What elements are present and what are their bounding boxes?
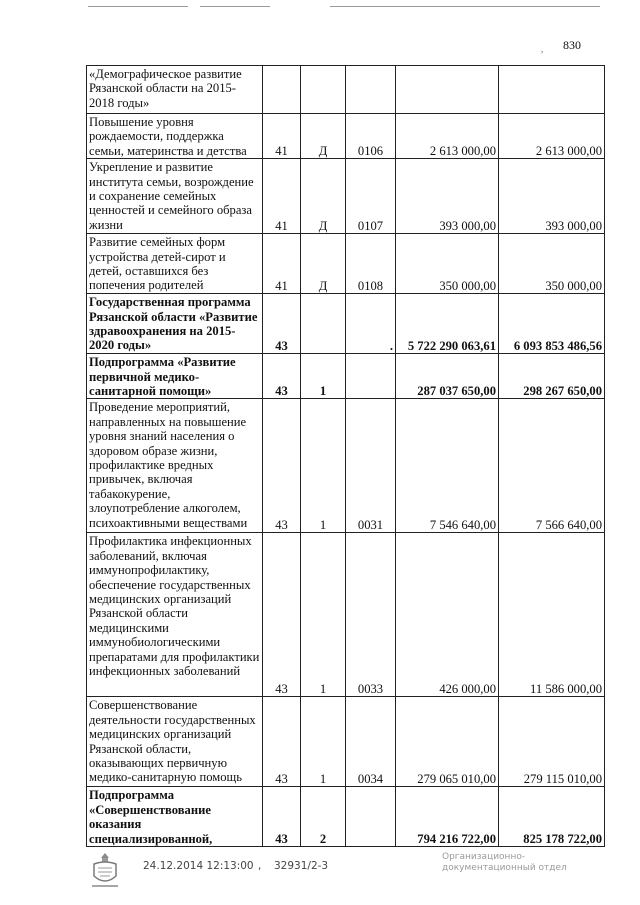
row-name: Повышение уровня рождаемости, поддержка семьи, материнства и детства bbox=[87, 114, 263, 159]
row-subprogram: 1 bbox=[301, 399, 346, 533]
page-number: 830 bbox=[563, 38, 581, 52]
row-action-code bbox=[346, 66, 396, 114]
row-name: Подпрограмма «Развитие первичной медико-санитарной помощи» bbox=[87, 354, 263, 399]
row-amount-2: 11 586 000,00 bbox=[499, 533, 605, 697]
table-row bbox=[87, 234, 605, 294]
row-amount-2: 350 000,00 bbox=[499, 234, 605, 294]
coat-of-arms-icon bbox=[88, 850, 122, 890]
row-subprogram: Д bbox=[301, 234, 346, 294]
table-row bbox=[87, 697, 605, 787]
scan-mark: , bbox=[541, 44, 544, 54]
registration-stamp bbox=[0, 848, 640, 905]
row-subprogram: Д bbox=[301, 159, 346, 234]
row-amount-2: 825 178 722,00 bbox=[499, 787, 605, 847]
row-subprogram: 1 bbox=[301, 697, 346, 787]
table-row bbox=[87, 66, 605, 114]
row-action-code bbox=[346, 787, 396, 847]
row-amount-2: 6 093 853 486,56 bbox=[499, 294, 605, 354]
row-action-code: 0033 bbox=[346, 533, 396, 697]
table-row bbox=[87, 354, 605, 399]
table-row bbox=[87, 159, 605, 234]
row-action-code: 0107 bbox=[346, 159, 396, 234]
row-amount-2 bbox=[499, 66, 605, 114]
row-name: Государственная программа Рязанской области «Развитие здравоохранения на 2015-2020 годы» bbox=[87, 294, 263, 354]
row-name: Развитие семейных форм устройства детей-сирот и детей, оставшихся без попечения родителей bbox=[87, 234, 263, 294]
row-amount-1: 287 037 650,00 bbox=[396, 354, 499, 399]
top-scan-line bbox=[88, 6, 188, 7]
row-subprogram bbox=[301, 294, 346, 354]
row-amount-2: 298 267 650,00 bbox=[499, 354, 605, 399]
row-name: Укрепление и развитие института семьи, возрождение и сохранение семейных ценностей и семейного образа жизни bbox=[87, 159, 263, 234]
row-amount-1: 393 000,00 bbox=[396, 159, 499, 234]
row-subprogram bbox=[301, 66, 346, 114]
row-name: «Демографическое развитие Рязанской области на 2015-2018 годы» bbox=[87, 66, 263, 114]
top-scan-line bbox=[200, 6, 270, 7]
row-amount-1: 794 216 722,00 bbox=[396, 787, 499, 847]
row-code: 43 bbox=[263, 294, 301, 354]
row-amount-1: 5 722 290 063,61 bbox=[396, 294, 499, 354]
row-code: 41 bbox=[263, 234, 301, 294]
row-code: 43 bbox=[263, 399, 301, 533]
row-code: 41 bbox=[263, 114, 301, 159]
row-amount-1: 350 000,00 bbox=[396, 234, 499, 294]
row-amount-2: 279 115 010,00 bbox=[499, 697, 605, 787]
table-row bbox=[87, 294, 605, 354]
row-name: Профилактика инфекционных заболеваний, включая иммунопрофилактику, обеспечение государственных медицинских организаций Рязанской области медицинскими иммунобиологическими препаратами для профилактики инфекционных заболеваний bbox=[87, 533, 263, 697]
row-subprogram: Д bbox=[301, 114, 346, 159]
row-code: 43 bbox=[263, 354, 301, 399]
row-amount-1 bbox=[396, 66, 499, 114]
department-line-1: Организационно- bbox=[442, 852, 526, 862]
row-subprogram: 1 bbox=[301, 533, 346, 697]
row-name: Проведение мероприятий, направленных на повышение уровня знаний населения о здоровом образе жизни, профилактике вредных привычек, включая табакокурение, злоупотребление алкоголем, психоактивными веществами bbox=[87, 399, 263, 533]
row-action-code bbox=[346, 354, 396, 399]
table-row bbox=[87, 533, 605, 697]
budget-table bbox=[86, 65, 605, 847]
table-row bbox=[87, 114, 605, 159]
table-row bbox=[87, 399, 605, 533]
row-code: 43 bbox=[263, 787, 301, 847]
department-line-2: документационный отдел bbox=[442, 863, 567, 873]
row-amount-2: 7 566 640,00 bbox=[499, 399, 605, 533]
row-code: 43 bbox=[263, 533, 301, 697]
row-amount-1: 426 000,00 bbox=[396, 533, 499, 697]
row-name: Совершенствование деятельности государственных медицинских организаций Рязанской области, оказывающих первичную медико-санитарную помощь bbox=[87, 697, 263, 787]
registration-number: 32931/2-3 bbox=[274, 860, 329, 872]
registration-timestamp: 24.12.2014 12:13:00 bbox=[143, 860, 254, 872]
row-amount-1: 279 065 010,00 bbox=[396, 697, 499, 787]
department-stamp bbox=[442, 852, 567, 874]
row-name: Подпрограмма «Совершенствование оказания специализированной, bbox=[87, 787, 263, 847]
stamp-separator: , bbox=[258, 860, 262, 872]
row-action-code: 0106 bbox=[346, 114, 396, 159]
row-subprogram: 1 bbox=[301, 354, 346, 399]
top-scan-line bbox=[330, 6, 600, 7]
row-action-code: . bbox=[346, 294, 396, 354]
row-action-code: 0031 bbox=[346, 399, 396, 533]
table-row bbox=[87, 787, 605, 847]
row-amount-2: 393 000,00 bbox=[499, 159, 605, 234]
row-amount-1: 7 546 640,00 bbox=[396, 399, 499, 533]
row-action-code: 0034 bbox=[346, 697, 396, 787]
row-code: 43 bbox=[263, 697, 301, 787]
row-action-code: 0108 bbox=[346, 234, 396, 294]
row-code: 41 bbox=[263, 159, 301, 234]
row-code bbox=[263, 66, 301, 114]
row-amount-2: 2 613 000,00 bbox=[499, 114, 605, 159]
row-subprogram: 2 bbox=[301, 787, 346, 847]
row-amount-1: 2 613 000,00 bbox=[396, 114, 499, 159]
